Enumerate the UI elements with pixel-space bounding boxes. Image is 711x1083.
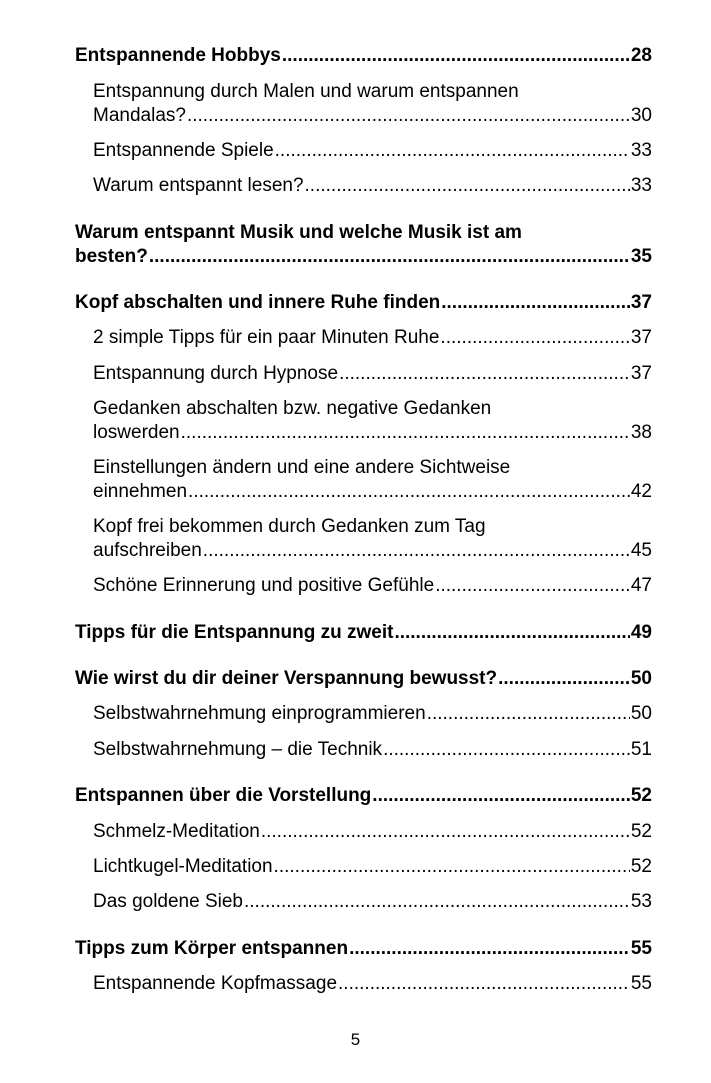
- toc-section-entry[interactable]: [93, 855, 652, 879]
- toc-entry-title: Selbstwahrnehmung – die Technik: [93, 739, 383, 760]
- toc-page-number: 49: [630, 622, 652, 643]
- toc-page-number: 33: [630, 175, 652, 196]
- toc-page-number: 28: [630, 45, 652, 66]
- toc-entry-title: Schöne Erinnerung und positive Gefühle: [93, 575, 435, 596]
- toc-entry-title: Selbstwahrnehmung einprogrammieren: [93, 703, 426, 724]
- toc-page-number: 38: [630, 422, 652, 443]
- toc-chapter-entry[interactable]: [75, 937, 652, 961]
- toc-section-entry[interactable]: [93, 80, 652, 128]
- dot-leader: [181, 421, 630, 445]
- toc-entry-line: [93, 362, 652, 386]
- toc-entry-title: 2 simple Tipps für ein paar Minuten Ruhe: [93, 327, 440, 348]
- toc-entry-line: [93, 539, 652, 563]
- toc-entry-title-line: Einstellungen ändern und eine andere Sichtweise: [93, 457, 511, 478]
- toc-section-entry[interactable]: [93, 702, 652, 726]
- toc-page-number: 55: [630, 938, 652, 959]
- toc-page-number: 42: [630, 481, 652, 502]
- toc-section-entry[interactable]: [93, 972, 652, 996]
- toc-entry-title: Entspannende Spiele: [93, 140, 274, 161]
- toc-entry-line: [93, 139, 652, 163]
- toc-entry-title: Schmelz-Meditation: [93, 821, 260, 842]
- toc-page-number: 45: [630, 540, 652, 561]
- dot-leader: [394, 621, 629, 645]
- dot-leader: [274, 855, 630, 879]
- toc-entry-title: Entspannende Kopfmassage: [93, 973, 338, 994]
- toc-page-number: 52: [630, 856, 652, 877]
- dot-leader: [261, 820, 630, 844]
- toc-entry-title-line: Kopf frei bekommen durch Gedanken zum Tag: [93, 516, 486, 537]
- toc-section-entry[interactable]: [93, 574, 652, 598]
- dot-leader: [383, 738, 630, 762]
- toc-entry-title: Tipps für die Entspannung zu zweit: [75, 622, 394, 643]
- toc-page-number: 37: [630, 292, 652, 313]
- dot-leader: [339, 362, 630, 386]
- toc-chapter-entry[interactable]: [75, 44, 652, 68]
- toc-page-number: 30: [630, 105, 652, 126]
- toc-entry-line: [93, 702, 652, 726]
- toc-page-number: 50: [630, 703, 652, 724]
- toc-section-entry[interactable]: [93, 326, 652, 350]
- toc-entry-line: [75, 291, 652, 315]
- toc-chapter-entry[interactable]: [75, 621, 652, 645]
- toc-entry-title: Lichtkugel-Meditation: [93, 856, 273, 877]
- toc-entry-title: Tipps zum Körper entspannen: [75, 938, 349, 959]
- toc-entry-line: [93, 574, 652, 598]
- toc-page-number: 33: [630, 140, 652, 161]
- toc-chapter-entry[interactable]: [75, 221, 652, 269]
- toc-chapter-entry[interactable]: [75, 291, 652, 315]
- toc-entry-line: [93, 972, 652, 996]
- dot-leader: [338, 972, 630, 996]
- dot-leader: [435, 574, 630, 598]
- toc-page-number: 52: [630, 821, 652, 842]
- toc-page-number: 47: [630, 575, 652, 596]
- toc-entry-title: Entspannende Hobbys: [75, 45, 281, 66]
- dot-leader: [441, 291, 630, 315]
- toc-entry-line: [93, 820, 652, 844]
- dot-leader: [203, 539, 630, 563]
- toc-entry-title: aufschreiben: [93, 540, 202, 561]
- toc-entry-line: [93, 104, 652, 128]
- dot-leader: [188, 480, 630, 504]
- toc-page-number: 55: [630, 973, 652, 994]
- toc-entry-title: Entspannung durch Hypnose: [93, 363, 339, 384]
- toc-entry-line: [75, 784, 652, 808]
- toc-chapter-entry[interactable]: [75, 667, 652, 691]
- toc-entry-title: Entspannen über die Vorstellung: [75, 785, 372, 806]
- toc-entry-line: [93, 480, 652, 504]
- toc-section-entry[interactable]: [93, 890, 652, 914]
- toc-entry-title: Warum entspannt lesen?: [93, 175, 304, 196]
- dot-leader: [427, 702, 630, 726]
- dot-leader: [149, 245, 630, 269]
- dot-leader: [440, 326, 629, 350]
- toc-section-entry[interactable]: [93, 174, 652, 198]
- toc-section-entry[interactable]: [93, 456, 652, 504]
- toc-section-entry[interactable]: [93, 820, 652, 844]
- toc-entry-line: [93, 738, 652, 762]
- toc-entry-title: Das goldene Sieb: [93, 891, 243, 912]
- toc-entry-line: [93, 326, 652, 350]
- toc-entry-line: [75, 621, 652, 645]
- toc-section-entry[interactable]: [93, 397, 652, 445]
- toc-entry-line: [93, 174, 652, 198]
- toc-page-number: 50: [630, 668, 652, 689]
- toc-section-entry[interactable]: [93, 139, 652, 163]
- dot-leader: [498, 667, 630, 691]
- toc-entry-line: [75, 667, 652, 691]
- toc-entry-title: Wie wirst du dir deiner Verspannung bewusst?: [75, 668, 498, 689]
- toc-entry-line: [75, 937, 652, 961]
- page-number: 5: [350, 1030, 361, 1049]
- toc-chapter-entry[interactable]: [75, 784, 652, 808]
- toc-entry-title: besten?: [75, 246, 148, 267]
- toc-section-entry[interactable]: [93, 738, 652, 762]
- toc-page-number: 35: [630, 246, 652, 267]
- dot-leader: [349, 937, 630, 961]
- toc-entry-title: loswerden: [93, 422, 180, 443]
- toc-entry-line: [93, 421, 652, 445]
- toc-entry-line: [93, 890, 652, 914]
- toc-entry-title-line: Gedanken abschalten bzw. negative Gedanken: [93, 398, 492, 419]
- toc-entry-line: [75, 44, 652, 68]
- toc-page-number: 37: [630, 327, 652, 348]
- toc-page-number: 51: [630, 739, 652, 760]
- toc-entry-title-line: Entspannung durch Malen und warum entspannen: [93, 81, 519, 102]
- toc-entry-line: [75, 245, 652, 269]
- toc-page-number: 37: [630, 363, 652, 384]
- toc-page-number: 53: [630, 891, 652, 912]
- dot-leader: [372, 784, 630, 808]
- dot-leader: [187, 104, 630, 128]
- toc-section-entry[interactable]: [93, 362, 652, 386]
- toc-entry-title-line: Warum entspannt Musik und welche Musik ist am: [75, 222, 522, 243]
- toc-entry-title: Mandalas?: [93, 105, 186, 126]
- dot-leader: [282, 44, 630, 68]
- dot-leader: [244, 890, 630, 914]
- toc-entry-title: einnehmen: [93, 481, 188, 502]
- toc-section-entry[interactable]: [93, 515, 652, 563]
- dot-leader: [275, 139, 630, 163]
- toc-entry-title: Kopf abschalten und innere Ruhe finden: [75, 292, 441, 313]
- toc-page-number: 52: [630, 785, 652, 806]
- toc-entry-line: [93, 855, 652, 879]
- dot-leader: [305, 174, 630, 198]
